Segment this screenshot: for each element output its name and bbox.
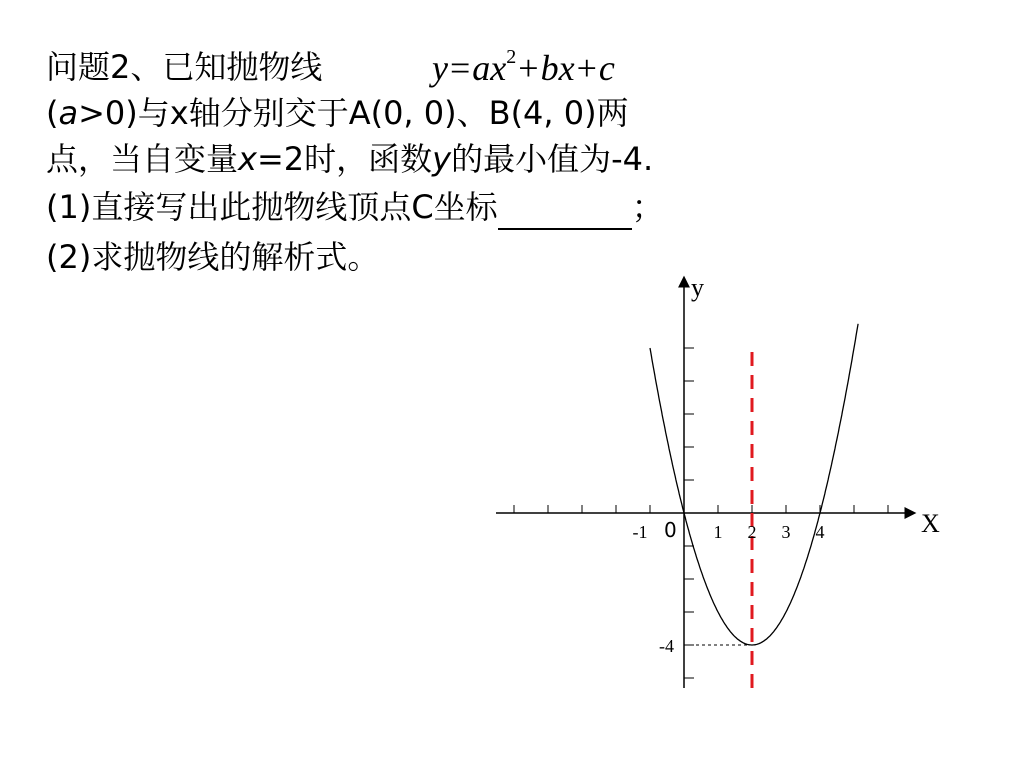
question-2-text: (2)求抛物线的解析式。 <box>46 238 380 276</box>
paren-open: ( <box>46 94 59 132</box>
y-axis-label: y <box>691 273 704 302</box>
intersections-text: >0)与x轴分别交于A(0, 0)、B(4, 0)两 <box>78 94 629 132</box>
eq-plus-1: + <box>518 48 539 88</box>
eq-b: b <box>540 48 559 88</box>
eq-c: c <box>598 48 615 88</box>
x-tick-label: 3 <box>781 522 791 542</box>
x-tick-label: 1 <box>713 522 723 542</box>
parabola-curve <box>650 324 858 645</box>
line3-part-3: 的最小值为-4. <box>451 140 654 178</box>
eq-x-2: x <box>558 48 575 88</box>
x-tick-label: 2 <box>747 522 757 542</box>
eq-y: y <box>432 48 448 88</box>
eq-equals: = <box>449 48 471 88</box>
origin-label: 0 <box>664 518 677 542</box>
eq-power: 2 <box>506 46 517 68</box>
var-x: x <box>238 140 257 178</box>
question-1-text: (1)直接写出此抛物线顶点C坐标 <box>46 188 498 226</box>
x-axis-ticks <box>514 505 888 513</box>
var-y: y <box>432 140 452 178</box>
line3-part-1: 点，当自变量 <box>46 140 239 178</box>
x-tick-label: -1 <box>632 522 648 542</box>
var-a: a <box>58 94 79 132</box>
problem-intro: 问题2、已知抛物线 <box>46 48 323 86</box>
y-tick-label: -4 <box>659 636 674 656</box>
eq-plus-2: + <box>576 48 597 88</box>
eq-x: x <box>490 48 507 88</box>
question-1-tail: ； <box>631 188 664 226</box>
line3-part-2: =2时，函数 <box>256 140 433 178</box>
eq-a: a <box>472 48 491 88</box>
x-axis-label: X <box>921 509 940 538</box>
x-tick-label: 4 <box>815 522 825 542</box>
